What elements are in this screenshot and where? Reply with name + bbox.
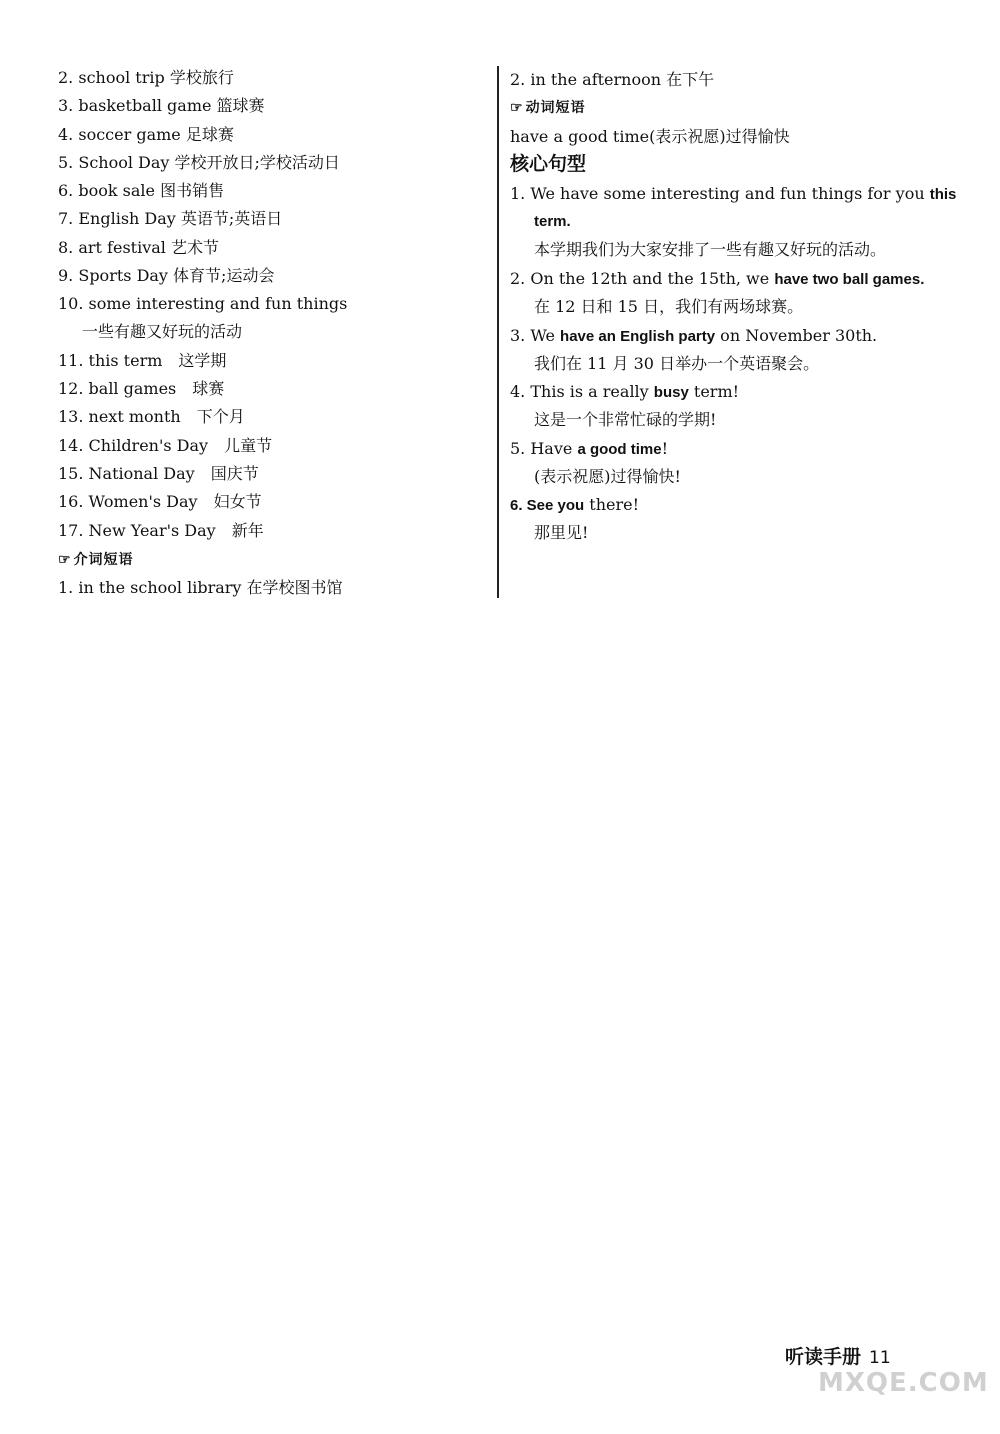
sentence-text: 1. We have some interesting and fun things for you [510,184,930,203]
pointing-hand-icon: ☞ [58,552,72,568]
sentence-text: ! [661,439,669,458]
sentence-emphasis: busy [653,384,689,401]
sentence-6-cn: 那里见! [534,523,589,542]
sentence-text: term! [688,382,740,401]
list-item: 15. National Day 国庆节 [58,464,259,483]
section-title: 核心句型 [510,153,587,175]
list-item: have a good time(表示祝愿)过得愉快 [510,127,790,146]
sentence-1-cn: 本学期我们为大家安排了一些有趣又好玩的活动。 [534,240,887,259]
sentence-3-cn: 我们在 11 月 30 日举办一个英语聚会。 [534,354,820,373]
list-item-translation: 一些有趣又好玩的活动 [82,322,243,341]
list-item: 11. this term 这学期 [58,351,227,370]
pointing-hand-icon: ☞ [510,100,524,116]
list-item: 17. New Year's Day 新年 [58,521,264,540]
sentence-4-en [510,382,739,403]
sentence-4-cn: 这是一个非常忙碌的学期! [534,410,717,429]
list-item: 3. basketball game 篮球赛 [58,96,265,115]
list-item: 14. Children's Day 儿童节 [58,436,273,455]
list-item: 2. in the afternoon 在下午 [510,70,715,89]
sentence-5-en [510,439,668,460]
list-item: 6. book sale 图书销售 [58,181,225,200]
list-item: 13. next month 下个月 [58,407,245,426]
sentence-emphasis: 6. See you [510,497,585,514]
sentence-text: 3. We [510,326,561,345]
page-footer [785,1342,891,1369]
list-item: 16. Women's Day 妇女节 [58,492,262,511]
list-item: 9. Sports Day 体育节;运动会 [58,266,275,285]
list-item: 2. school trip 学校旅行 [58,68,234,87]
sentence-2-cn: 在 12 日和 15 日，我们有两场球赛。 [534,297,804,316]
list-item: 5. School Day 学校开放日;学校活动日 [58,153,340,172]
sentence-emphasis: have an English party [560,328,716,345]
list-item: 8. art festival 艺术节 [58,238,219,257]
sentence-3-en [510,326,877,347]
list-item: 10. some interesting and fun things [58,294,348,313]
list-item: 1. in the school library 在学校图书馆 [58,578,343,597]
sentence-emphasis: have two ball games. [774,271,925,288]
list-item: 7. English Day 英语节;英语日 [58,209,283,228]
list-item: 4. soccer game 足球赛 [58,125,234,144]
sentence-text: 5. Have [510,439,578,458]
sentence-1-en [510,184,956,205]
page-number: 11 [869,1348,891,1368]
sentence-text: 4. This is a really [510,382,654,401]
sentence-text: on November 30th. [715,326,878,345]
footer-label: 听读手册 [785,1346,862,1368]
list-item: 12. ball games 球赛 [58,379,225,398]
prep-phrase-heading [58,550,134,570]
sentence-emphasis: term. [534,213,571,230]
sentence-1-en-cont [510,211,571,232]
sentence-2-en [510,269,924,290]
watermark: MXQE.COM [818,1368,989,1398]
sentence-text: there! [584,495,640,514]
verb-heading-text: 动词短语 [525,100,586,116]
sentence-text: 2. On the 12th and the 15th, we [510,269,775,288]
sentence-6-en [510,495,639,516]
sentence-emphasis: a good time [577,441,662,458]
prep-heading-text: 介词短语 [73,552,134,568]
sentence-emphasis: this [929,186,957,203]
sentence-5-cn: (表示祝愿)过得愉快! [534,467,681,486]
verb-phrase-heading [510,98,586,118]
column-divider [497,66,499,598]
